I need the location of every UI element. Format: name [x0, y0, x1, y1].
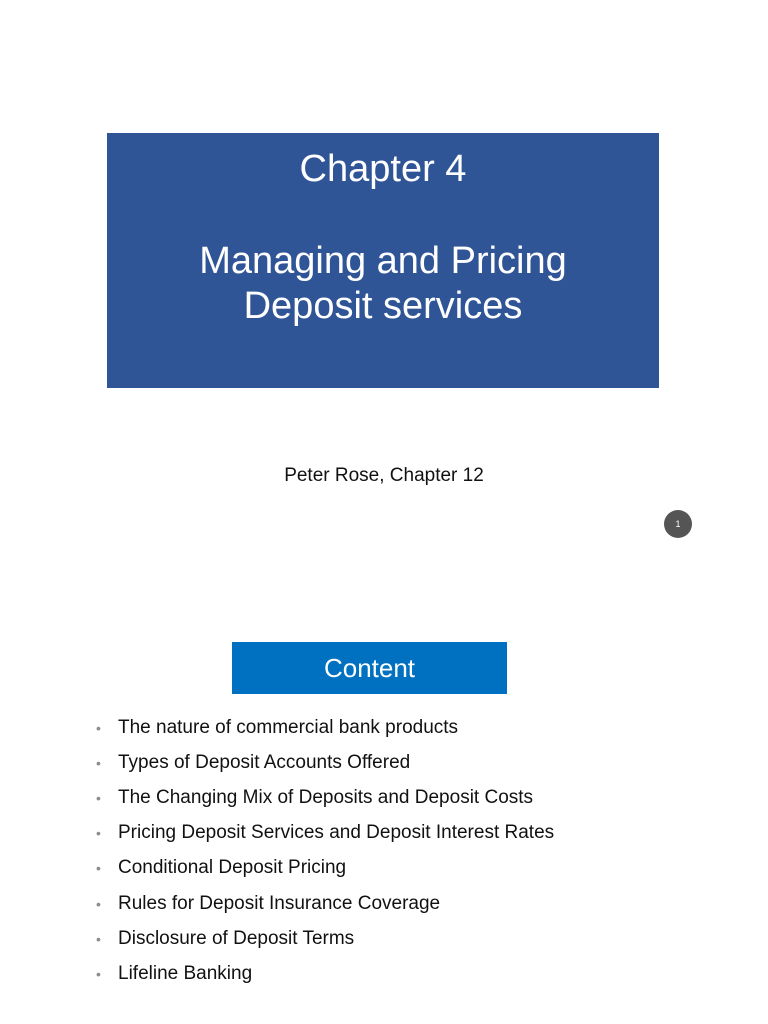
list-item-text: Conditional Deposit Pricing	[118, 857, 347, 879]
slide-title-line-2: Deposit services	[243, 285, 523, 327]
title-box	[107, 133, 659, 388]
slide-subtitle: Peter Rose, Chapter 12	[284, 465, 484, 486]
list-item	[96, 851, 554, 886]
list-item	[96, 710, 554, 745]
content-list	[96, 710, 554, 992]
list-item	[96, 886, 554, 921]
list-item-text: Disclosure of Deposit Terms	[118, 927, 355, 949]
bullet-icon: •	[96, 965, 101, 982]
list-item-text: Rules for Deposit Insurance Coverage	[118, 892, 441, 914]
bullet-icon: •	[96, 860, 101, 877]
list-item-text: The Changing Mix of Deposits and Deposit Costs	[118, 786, 534, 808]
list-item	[96, 745, 554, 780]
slide-title	[107, 239, 659, 329]
bullet-icon: •	[96, 789, 101, 806]
list-item	[96, 816, 554, 851]
list-item-text: Lifeline Banking	[118, 962, 253, 984]
list-item-text: Pricing Deposit Services and Deposit Interest Rates	[118, 822, 555, 844]
bullet-icon: •	[96, 930, 101, 947]
list-item-text: Types of Deposit Accounts Offered	[118, 751, 411, 773]
bullet-icon: •	[96, 895, 101, 912]
page-number-badge: 1	[664, 510, 692, 538]
chapter-heading: Chapter 4	[299, 148, 467, 190]
slide-title-line-1: Managing and Pricing	[199, 240, 567, 282]
list-item-text: The nature of commercial bank products	[118, 716, 459, 738]
list-item	[96, 921, 554, 956]
list-item	[96, 956, 554, 991]
bullet-icon: •	[96, 719, 101, 736]
bullet-icon: •	[96, 754, 101, 771]
list-item	[96, 780, 554, 815]
bullet-icon: •	[96, 825, 101, 842]
content-header: Content	[232, 642, 507, 694]
